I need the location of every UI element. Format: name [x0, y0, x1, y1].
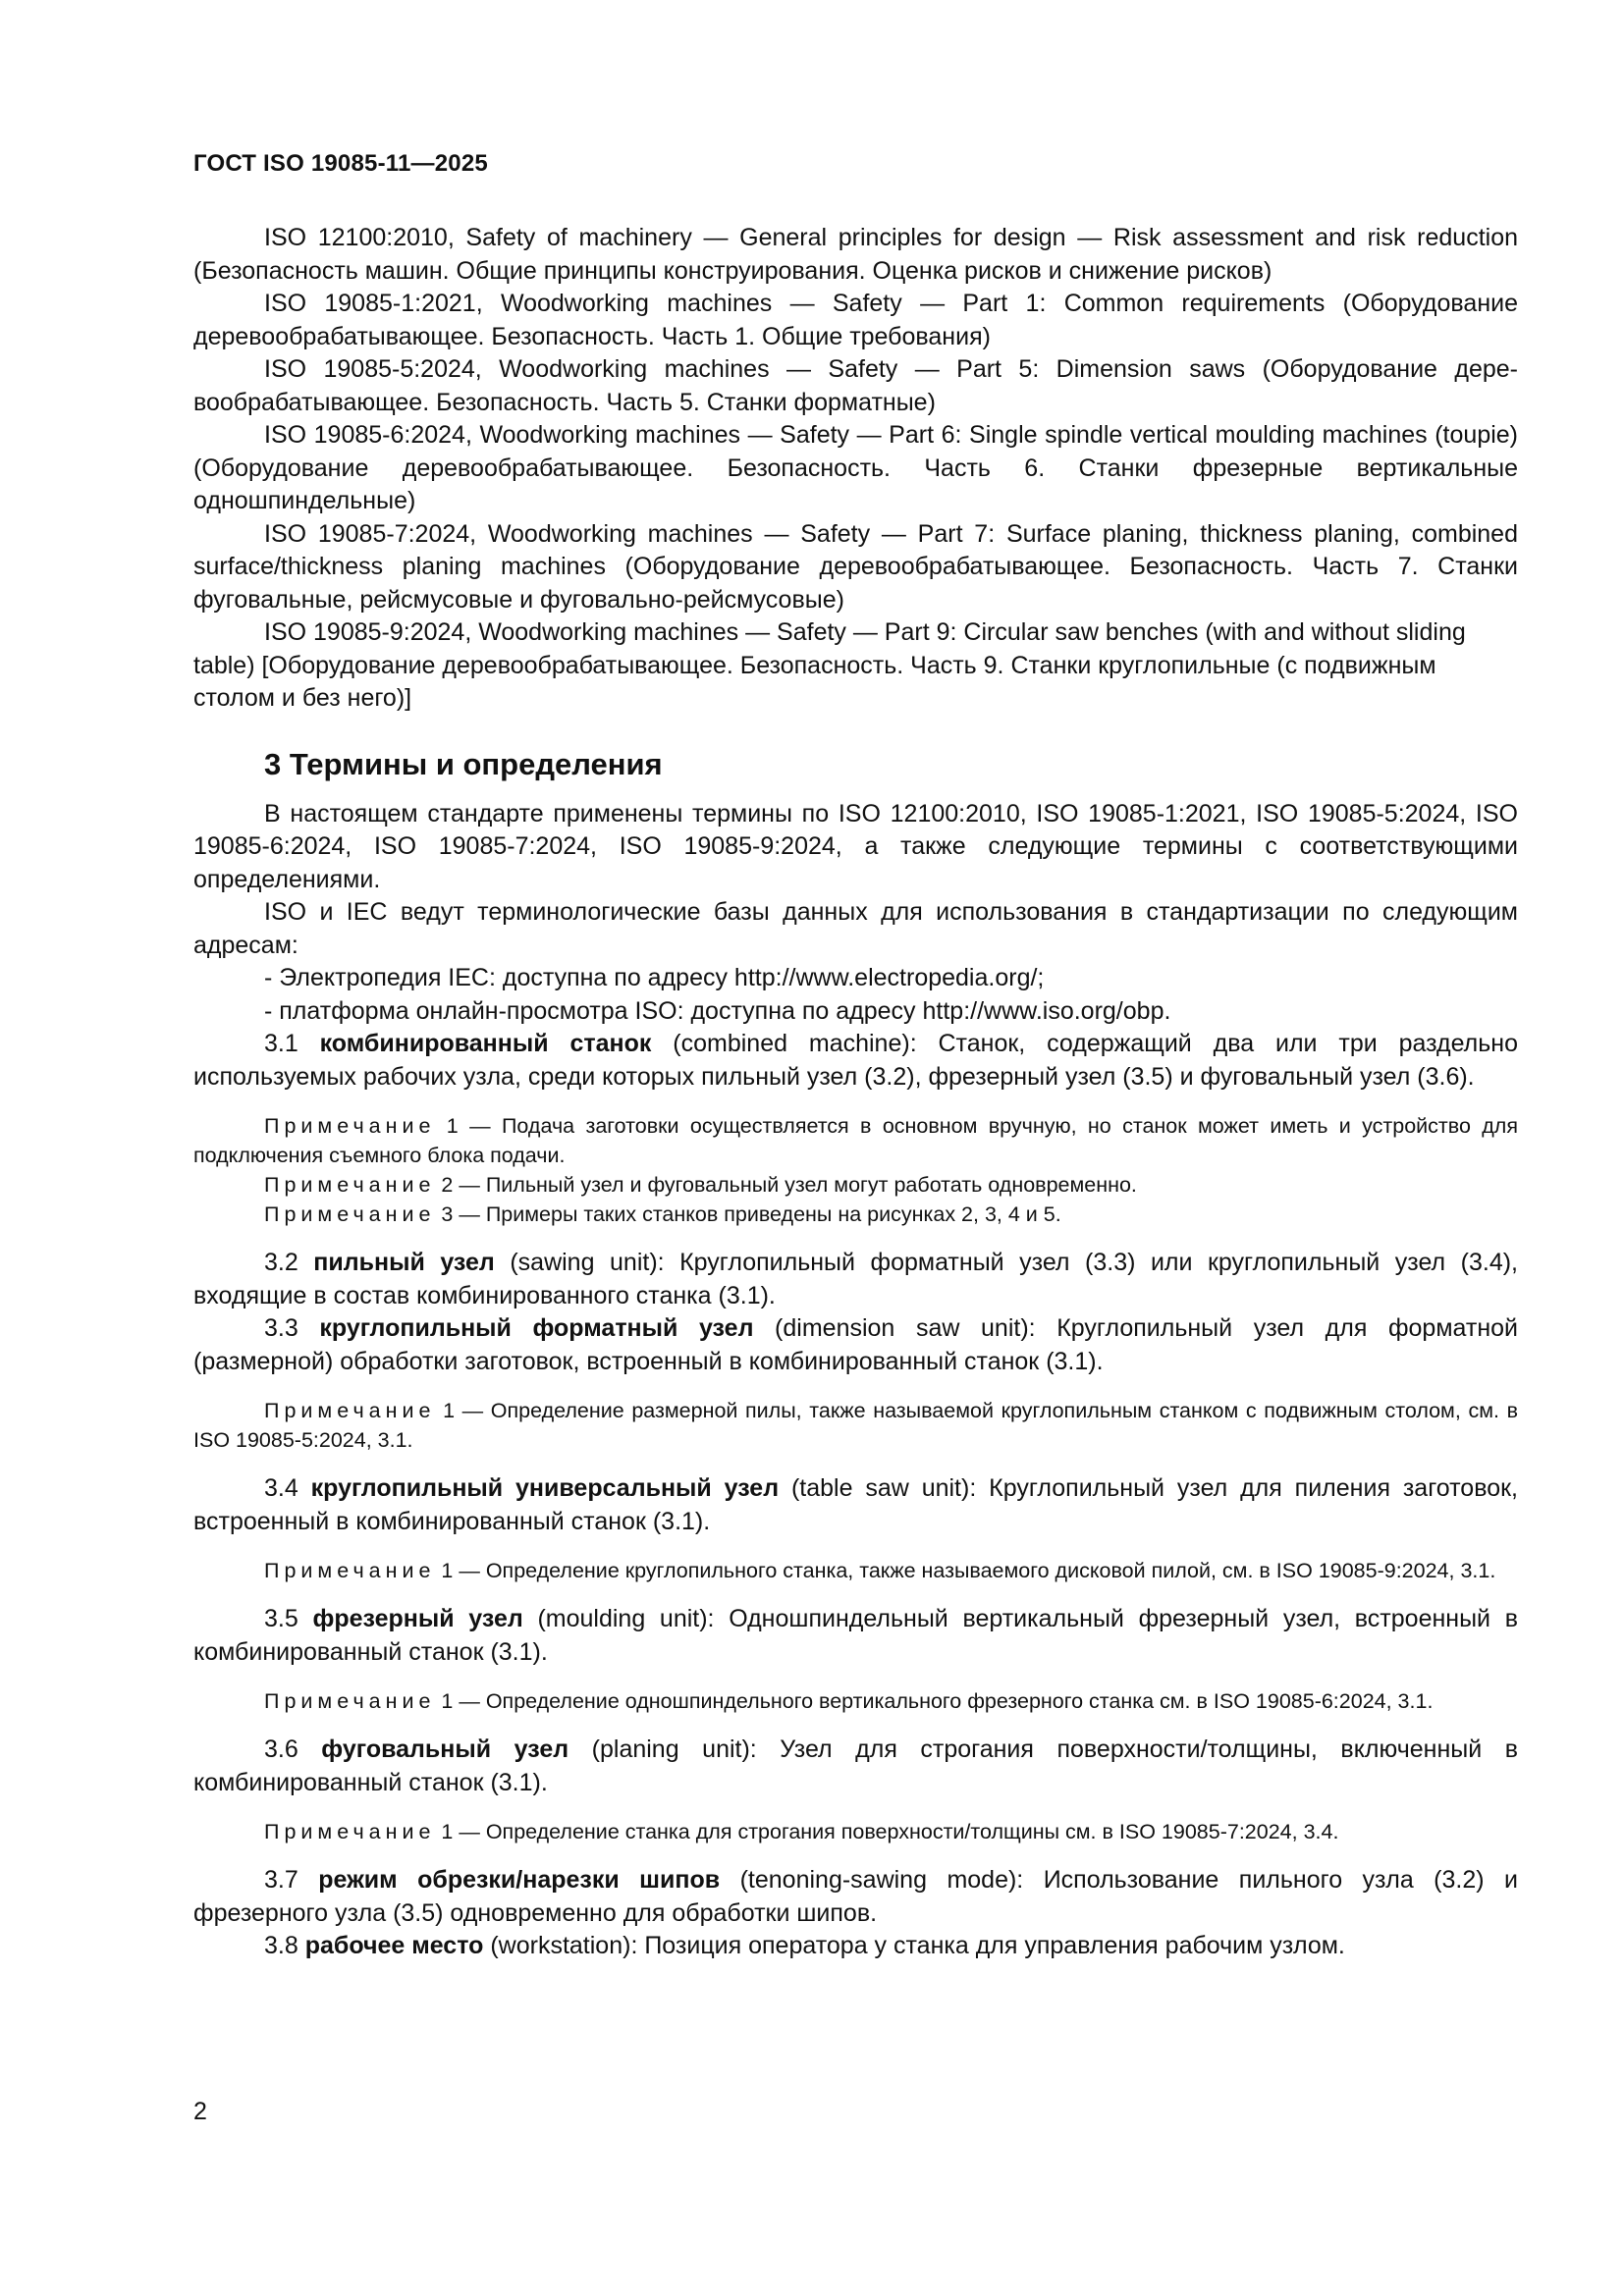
- term-3-4: [193, 1472, 1518, 1538]
- page-number: 2: [193, 2098, 207, 2125]
- section-intro: В настоящем стандарте применены термины по ISO 12100:2010, ISO 19085-1:2021, ISO 19085-5:2024, ISO 19085-6:2024, ISO 19085-7:2024, ISO 19085-9:2024, а также следующие термины с соответствующими определениями.: [193, 799, 1518, 893]
- term-definition: (workstation): Позиция оператора у станка для управления рабочим узлом.: [483, 1932, 1345, 1959]
- term-number: 3.5: [264, 1605, 313, 1632]
- term-name: режим обрезки/нарезки шипов: [318, 1866, 721, 1894]
- note: [193, 1817, 1518, 1846]
- note-label: Примечание: [264, 1202, 436, 1226]
- note-label: Примечание: [264, 1820, 436, 1843]
- term-number: 3.3: [264, 1314, 320, 1342]
- term-3-6: [193, 1734, 1518, 1799]
- note: [193, 1686, 1518, 1716]
- term-number: 3.7: [264, 1866, 319, 1894]
- term-definition: (tenoning-sawing mode): Использование пильного узла (3.2) и фрезерного узла (3.5) одновременно для обработки шипов.: [193, 1866, 1518, 1927]
- notes-3-5: [193, 1686, 1518, 1716]
- page-content: [193, 222, 1518, 1963]
- term-number: 3.4: [264, 1474, 311, 1502]
- note-label: Примечание: [264, 1114, 436, 1138]
- term-name: пильный узел: [313, 1249, 495, 1276]
- reference-iso-19085-9: ISO 19085-9:2024, Woodworking machines — Safety — Part 9: Circular saw benches (with and without sliding table) [Оборудование деревообрабатывающее. Безопасность. Часть 9. Станки круглопильные (с подвижным столом и без него)]: [193, 618, 1466, 712]
- notes-3-6: [193, 1817, 1518, 1846]
- term-definition: (sawing unit): Круглопильный форматный узел (3.3) или круглопильный узел (3.4), входящие в состав комбинированного станка (3.1).: [193, 1249, 1518, 1309]
- term-name: фуговальный узел: [321, 1735, 569, 1763]
- note-text: 3 — Примеры таких станков приведены на рисунках 2, 3, 4 и 5.: [435, 1202, 1061, 1226]
- note: [193, 1200, 1518, 1229]
- term-3-2: [193, 1247, 1518, 1312]
- note-label: Примечание: [264, 1173, 436, 1197]
- notes-3-3: [193, 1396, 1518, 1455]
- term-name: рабочее место: [304, 1932, 484, 1959]
- note-text: 2 — Пильный узел и фуговальный узел могут работать одновременно.: [435, 1173, 1137, 1197]
- term-definition: (table saw unit): Круглопильный узел для пиления заготовок, встроенный в комбинированный станок (3.1).: [193, 1474, 1518, 1535]
- note: [193, 1111, 1518, 1170]
- term-number: 3.6: [264, 1735, 322, 1763]
- notes-3-1: [193, 1111, 1518, 1229]
- note-label: Примечание: [264, 1689, 436, 1713]
- note-text: 1 — Определение станка для строгания поверхности/толщины см. в ISO 19085-7:2024, 3.4.: [435, 1820, 1339, 1843]
- term-3-1: [193, 1028, 1518, 1094]
- reference-iso-19085-6: ISO 19085-6:2024, Woodworking machines — Safety — Part 6: Single spindle vertical moulding machines (toupie) (Оборудование деревообрабатывающее. Безопасность. Часть 6. Станки фрезерные вертикальные одношпиндельные): [193, 421, 1518, 514]
- document-header: ГОСТ ISO 19085-11—2025: [193, 150, 488, 177]
- term-name: комбинированный станок: [319, 1030, 652, 1057]
- reference-iso-19085-5: ISO 19085-5:2024, Woodworking machines — Safety — Part 5: Dimension saws (Оборудование деревообрабатывающее. Безопасность. Часть 5. Станки форматные): [193, 355, 1518, 416]
- reference-iso-19085-1: ISO 19085-1:2021, Woodworking machines — Safety — Part 1: Common requirements (Оборудование деревообрабатывающее. Безопасность. Часть 1. Общие требования): [193, 290, 1518, 350]
- section-heading: 3 Термины и определения: [264, 746, 663, 781]
- term-3-8: [193, 1930, 1518, 1963]
- terminology-databases: ISO и IEC ведут терминологические базы данных для использования в стандартизации по следующим адресам:: [193, 898, 1518, 959]
- reference-iso-19085-7: ISO 19085-7:2024, Woodworking machines — Safety — Part 7: Surface planing, thickness planing, combined surface/thickness planing machines (Оборудование деревообрабатывающее. Безопасность. Часть 7. Станки фуговальные, рейсмусовые и фуговально-рейсмусовые): [193, 519, 1518, 614]
- note-text: 1 — Подача заготовки осуществляется в основном вручную, но станок может иметь и устройство для подключения съемного блока подачи.: [193, 1114, 1518, 1167]
- note-text: 1 — Определение размерной пилы, также называемой круглопильным станком с подвижным столом, см. в ISO 19085-5:2024, 3.1.: [193, 1399, 1518, 1452]
- note: [193, 1170, 1518, 1200]
- term-definition: (dimension saw unit): Круглопильный узел для форматной (размерной) обработки заготовок, встроенный в комбинированный станок (3.1).: [193, 1314, 1519, 1375]
- reference-iso-12100: ISO 12100:2010, Safety of machinery — General principles for design — Risk assessment and risk reduction (Безопасность машин. Общие принципы конструирования. Оценка рисков и снижение рисков): [193, 224, 1518, 285]
- term-number: 3.8: [264, 1932, 305, 1959]
- note-label: Примечание: [264, 1399, 436, 1422]
- term-definition: (combined machine): Станок, содержащий два или три раздельно используемых рабочих узла, среди которых пильный узел (3.2), фрезерный узел (3.5) и фуговальный узел (3.6).: [193, 1030, 1518, 1091]
- term-name: круглопильный форматный узел: [319, 1314, 754, 1342]
- term-name: круглопильный универсальный узел: [310, 1474, 780, 1502]
- term-number: 3.1: [264, 1030, 320, 1057]
- list-item-iso-obp: - платформа онлайн-просмотра ISO: доступна по адресу http://www.iso.org/obp.: [264, 996, 1171, 1025]
- term-definition: (moulding unit): Одношпиндельный вертикальный фрезерный узел, встроенный в комбинированный станок (3.1).: [193, 1605, 1518, 1666]
- note: [193, 1396, 1518, 1455]
- note: [193, 1556, 1518, 1585]
- term-3-3: [193, 1312, 1518, 1378]
- note-text: 1 — Определение круглопильного станка, также называемого дисковой пилой, см. в ISO 19085-9:2024, 3.1.: [435, 1559, 1496, 1582]
- term-name: фрезерный узел: [312, 1605, 523, 1632]
- term-number: 3.2: [264, 1249, 314, 1276]
- note-text: 1 — Определение одношпиндельного вертикального фрезерного станка см. в ISO 19085-6:2024, 3.1.: [435, 1689, 1434, 1713]
- list-item-electropedia: - Электропедия IEC: доступна по адресу http://www.electropedia.org/;: [264, 964, 1045, 991]
- term-definition: (planing unit): Узел для строгания поверхности/толщины, включенный в комбинированный станок (3.1).: [193, 1735, 1519, 1796]
- term-3-7: [193, 1864, 1518, 1930]
- term-3-5: [193, 1603, 1518, 1669]
- notes-3-4: [193, 1556, 1518, 1585]
- note-label: Примечание: [264, 1559, 436, 1582]
